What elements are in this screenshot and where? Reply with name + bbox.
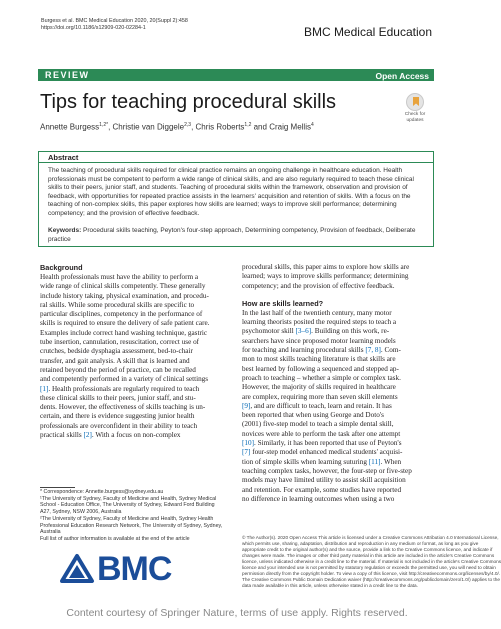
text-line: learning theorists posited the required steps to teach a <box>242 318 397 327</box>
text-line: professionals are overconfident in their ability to teach <box>40 421 198 430</box>
footnote-line: ¹The University of Sydney, Faculty of Medicine and Health, Sydney Medical <box>40 495 217 502</box>
bmc-logo-icon <box>60 553 94 585</box>
citation-link[interactable]: [7] <box>242 448 251 457</box>
text-line: dents. However, the effectiveness of skills teaching is un- <box>40 403 206 412</box>
article-type-label: REVIEW <box>45 70 90 80</box>
updates-icon <box>406 93 424 111</box>
text-line: and competently performed in a variety of clinical settings <box>40 375 209 384</box>
author-name[interactable]: Craig Mellis <box>269 122 311 132</box>
author-list: Annette Burgess$^{1,2*}$, Christie van Diggele$^{2,3}$, Chris Roberts$^{1,2}$ and Craig Mellis$^4$ <box>40 122 314 132</box>
section-heading-skills-learned: How are skills learned? <box>242 298 324 308</box>
footnote-line: * Correspondence: Annette.burgess@sydney.edu.au <box>40 489 164 495</box>
text-line: [10]. Similarly, it has been reported that use of Peyton's <box>242 439 402 448</box>
body-text <box>242 263 435 291</box>
right-column <box>242 263 435 504</box>
text-line: procedural skills, this paper aims to explore how skills are <box>242 263 410 271</box>
updates-label <box>399 112 431 123</box>
updates-label-line: updates <box>406 117 424 123</box>
text-line: proach to teaching – whether a simple or complex task. <box>242 373 401 382</box>
article-title: Tips for teaching procedural skills <box>40 91 337 113</box>
abstract-header <box>39 152 433 163</box>
citation-header <box>41 18 188 32</box>
author-name[interactable]: Annette Burgess <box>40 122 100 132</box>
footnote-line: Professional Education Research Network, The University of Sydney, Sydney, <box>40 522 223 529</box>
license-line: which permits use, sharing, adaptation, distribution and reproduction in any medium or format, as long as you give <box>242 541 479 546</box>
abstract-box <box>38 151 434 247</box>
text-line: certain, and there is evidence suggesting junior health <box>40 412 195 421</box>
text-line: transfer, and gait analysis. A skill that is learned and <box>40 356 190 365</box>
citation-link[interactable]: [2] <box>83 431 92 440</box>
text-line: psychomotor skill [3–6]. Building on this work, re- <box>242 327 390 336</box>
bmc-logo-text: BMC <box>97 550 172 588</box>
text-line: best learned by following a sequenced and stepped ap- <box>242 364 399 373</box>
license-line: licence and your intended use is not permitted by statutory regulation or exceeds the permitted use, you will need to obtain <box>242 565 496 570</box>
citation-link[interactable]: [1] <box>40 384 49 393</box>
text-line: crutches, bedside dysphagia assessment, bed-to-chair <box>40 347 193 356</box>
updates-label-line: Check for <box>404 112 426 117</box>
text-line: these clinical skills to their peers, junior staff, and stu- <box>40 393 196 402</box>
author-connector: and <box>253 122 267 132</box>
text-line: tion of simple skills when learning suturing [11]. When <box>242 457 402 466</box>
text-line: no difference in learning outcomes when using a two <box>242 494 395 503</box>
author-name[interactable]: Chris Roberts <box>195 122 245 132</box>
bmc-logo <box>60 550 172 588</box>
citation-link[interactable]: [10] <box>242 439 254 448</box>
text-line: learned; ways to improve skills performance; determining <box>242 272 409 281</box>
text-line: searchers have since proposed motor learning models <box>242 336 396 345</box>
footnote-line: ²The University of Sydney, Faculty of Medicine and Health, Sydney Health <box>40 515 214 522</box>
keywords-label: Keywords: <box>48 227 82 234</box>
journal-name: BMC Medical Education <box>303 25 432 39</box>
license-line: licence, unless indicated otherwise in a credit line to the material. If material is not included in the article's Creative Commons <box>242 559 501 564</box>
author-affiliation: 4 <box>311 122 314 128</box>
check-for-updates-button[interactable] <box>399 93 431 125</box>
license-line: changes were made. The images or other third party material in this article are included in the article's Creative Commons <box>242 553 495 558</box>
courtesy-notice: Content courtesy of Springer Nature, terms of use apply. Rights reserved. <box>66 607 408 619</box>
correspondence-footnote <box>40 489 235 543</box>
text-line: novices were able to perform the task after one attempt <box>242 429 401 438</box>
doi-link[interactable]: https://doi.org/10.1186/s12909-020-02284-1 <box>41 25 146 31</box>
license-text <box>242 535 501 589</box>
author-name[interactable]: Christie van Diggele <box>112 122 185 132</box>
text-line: practical skills [2]. With a focus on non-complex <box>40 431 181 440</box>
author-affiliation: 1,2 <box>244 122 252 128</box>
text-line: been reported that when using George and Doto's <box>242 411 384 420</box>
text-line: competency; and the provision of effective feedback. <box>242 281 395 290</box>
license-line: © The Author(s). 2020 Open Access This article is licensed under a Creative Commons Attribution 4.0 International License, <box>242 535 499 540</box>
license-line: The Creative Commons Public Domain Dedication waiver (http://creativecommons.org/publicdomain/zero/1.0/) applies to the <box>242 577 500 582</box>
text-line: mon to most skills teaching literature is that skills are <box>242 355 396 364</box>
section-heading-background: Background <box>40 263 83 272</box>
text-line: Health professionals must have the ability to perform a <box>40 273 199 281</box>
footnote-line: A27, Sydney, NSW 2006, Australia <box>40 509 122 516</box>
abstract-text: The teaching of procedural skills required for clinical practice remains an ongoing challenge in healthcare education. Health professionals must be competent to perform a wide range of clinical skills, and are also regularly required to teach these clinical skills to their peers, junior staff, and students. Teaching of procedural skills within the framework, observation and provision of feedback, with opportunities for repeated practice assists in the learners' acquisition and retention of skills. With a focus on the teaching of non-complex skills, this paper explores how skills are learned; ways to improve skill performance; determining competency; and the provision of effective feedback. <box>48 167 414 217</box>
text-line: particular disciplines, competency in the performance of <box>40 310 203 319</box>
text-line: include history taking, physical examination, and procedu- <box>40 291 209 300</box>
text-line: (2001) five-step model to teach a simple dental skill, <box>242 420 394 429</box>
footnote-line: Australia <box>40 529 61 536</box>
text-line: Examples include correct hand washing technique, gastric <box>40 328 208 337</box>
license-line: permission directly from the copyright holder. To view a copy of this licence, visit http://creativecommons.org/licenses/by/4.0/. <box>242 571 501 576</box>
article-type-banner <box>38 69 434 81</box>
left-column <box>40 263 233 440</box>
text-line: skills is required to ensure the delivery of safe patient care. <box>40 319 210 328</box>
text-line: ral skills. While some procedural skills are specific to <box>40 300 195 309</box>
author-affiliation: 1,2* <box>99 122 109 128</box>
license-line: appropriate credit to the original author(s) and the source, provide a link to the Creative Commons licence, and indicate if <box>242 547 493 552</box>
citation-line: Burgess et al. BMC Medical Education 2020, 20(Suppl 2):458 <box>41 18 188 24</box>
license-line: data made available in this article, unless otherwise stated in a credit line to the data. <box>242 583 418 588</box>
text-line: retained beyond the period of practice, can be recalled <box>40 365 196 374</box>
text-line: In the last half of the twentieth century, many motor <box>242 308 392 317</box>
footnote-line: Full list of author information is available at the end of the article <box>40 535 190 542</box>
text-line: are complex, requiring more than seven skill elements <box>242 392 398 401</box>
text-line: models may have limited utility to assist skill acquisition <box>242 476 406 485</box>
citation-link[interactable]: [9] <box>242 401 251 410</box>
citation-link[interactable]: [7, 8] <box>365 346 381 355</box>
citation-link[interactable]: [3–6] <box>295 327 312 336</box>
text-line: wide range of clinical skills competently. These generally <box>40 282 206 291</box>
footnote-divider <box>40 487 75 488</box>
keywords <box>48 227 426 244</box>
text-line: for teaching and learning procedural skills [7, 8]. Com- <box>242 346 401 355</box>
abstract-heading: Abstract <box>48 153 79 162</box>
bookmark-icon <box>413 97 419 106</box>
author-affiliation: 2,3 <box>184 122 192 128</box>
citation-link[interactable]: [11] <box>368 457 381 466</box>
text-line: [7] four-step model enhanced medical students' acquisi- <box>242 448 403 457</box>
text-line: [9], and are difficult to teach, learn and retain. It has <box>242 401 392 410</box>
keywords-text: Procedural skills teaching, Peyton's four-step approach, Determining competency, Provision of feedback, Deliberate practice <box>48 227 416 243</box>
open-access-label: Open Access <box>375 70 429 81</box>
footnote-line: School - Education Office, The University of Sydney, Edward Ford Building <box>40 502 215 509</box>
body-text <box>40 273 233 440</box>
text-line: and retention. For example, some studies have reported <box>242 485 402 494</box>
body-text <box>242 309 435 504</box>
text-line: [1]. Health professionals are regularly required to teach <box>40 384 200 393</box>
text-line: teaching complex tasks, however, the four-step or five-step <box>242 466 412 475</box>
text-line: However, the majority of skills required in healthcare <box>242 383 396 392</box>
text-line: tube insertion, cannulation, resuscitation, correct use of <box>40 338 200 347</box>
